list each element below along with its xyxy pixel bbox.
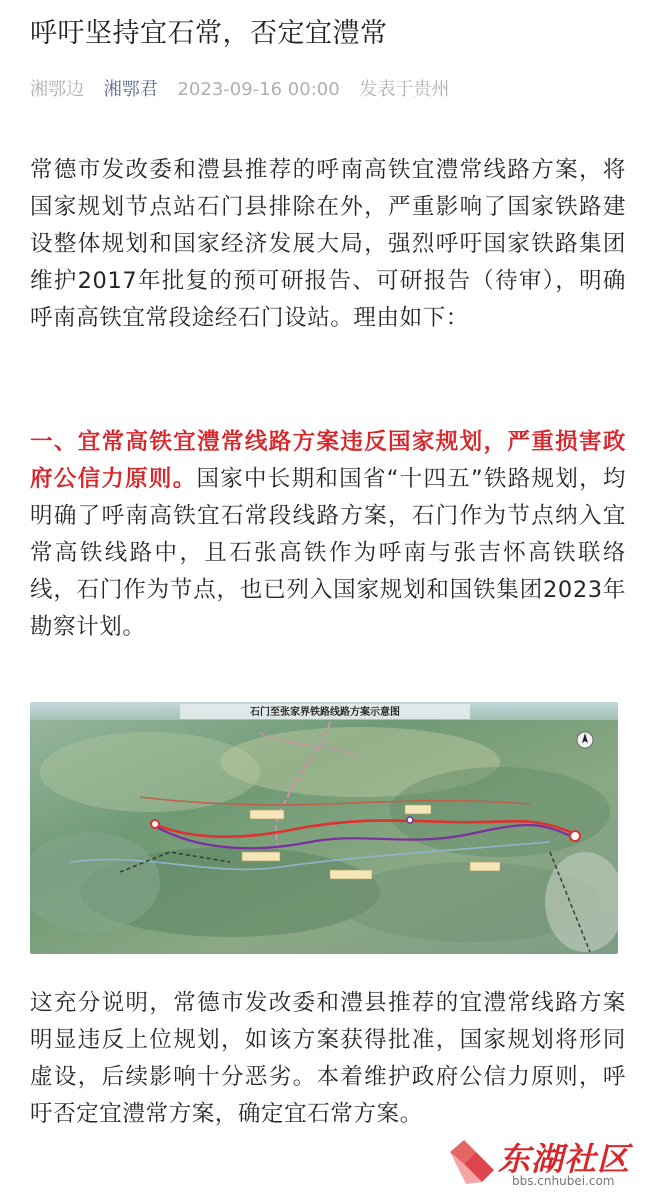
watermark-name: 东湖社区 — [498, 1140, 631, 1178]
watermark-url: bbs.cnhubei.com — [512, 1174, 615, 1188]
paragraph-intro: 常德市发改委和澧县推荐的呼南高铁宜澧常线路方案，将国家规划节点站石门县排除在外，严重影响了国家铁路建设整体规划和国家经济发展大局，强烈呼吁国家铁路集团维护2017年批复的预可研报告、可研报告（待审），明确呼南高铁宜常段途经石门设站。理由如下： — [30, 157, 626, 331]
paragraph-point-one — [30, 424, 626, 646]
article-meta — [30, 76, 630, 104]
compass-icon — [577, 732, 593, 748]
station-marker — [151, 820, 159, 828]
article-title: 呼吁坚持宜石常，否定宜澧常 — [30, 18, 388, 49]
map-label-box — [470, 862, 500, 871]
station-marker — [407, 817, 413, 823]
map-label-box — [405, 805, 431, 814]
station-marker — [570, 831, 580, 841]
meta-source[interactable]: 湘鄂边 — [30, 79, 84, 100]
paragraph-body: 国家中长期和国省“十四五”铁路规划，均明确了呼南高铁宜石常段线路方案，石门作为节点纳入宜常高铁线路中，且石张高铁作为呼南与张吉怀高铁联络线，石门作为节点，也已列入国家规划和国铁集团2023年勘察计划。 — [30, 466, 626, 640]
railway-route-map-image[interactable] — [30, 702, 618, 954]
map-label-box — [330, 870, 372, 879]
map-title: 石门至张家界铁路线路方案示意图 — [250, 707, 400, 718]
meta-author-link[interactable]: 湘鄂君 — [103, 79, 158, 100]
site-watermark — [446, 1134, 636, 1192]
paragraph-conclusion: 这充分说明，常德市发改委和澧县推荐的宜澧常线路方案明显违反上位规划，如该方案获得批准，国家规划将形同虚设，后续影响十分恶劣。本着维护政府公信力原则，呼吁否定宜澧常方案，确定宜石常方案。 — [30, 990, 626, 1127]
paragraph-highlight: 一、宜常高铁宜澧常线路方案违反国家规划，严重损害政府公信力原则。 — [30, 429, 626, 492]
map-label-box — [242, 852, 280, 861]
diamond-logo-icon — [446, 1138, 502, 1188]
map-label-box — [250, 810, 284, 819]
meta-datetime: 2023-09-16 00:00 — [177, 79, 340, 100]
meta-location: 发表于贵州 — [359, 79, 450, 100]
map-svg — [30, 702, 618, 954]
